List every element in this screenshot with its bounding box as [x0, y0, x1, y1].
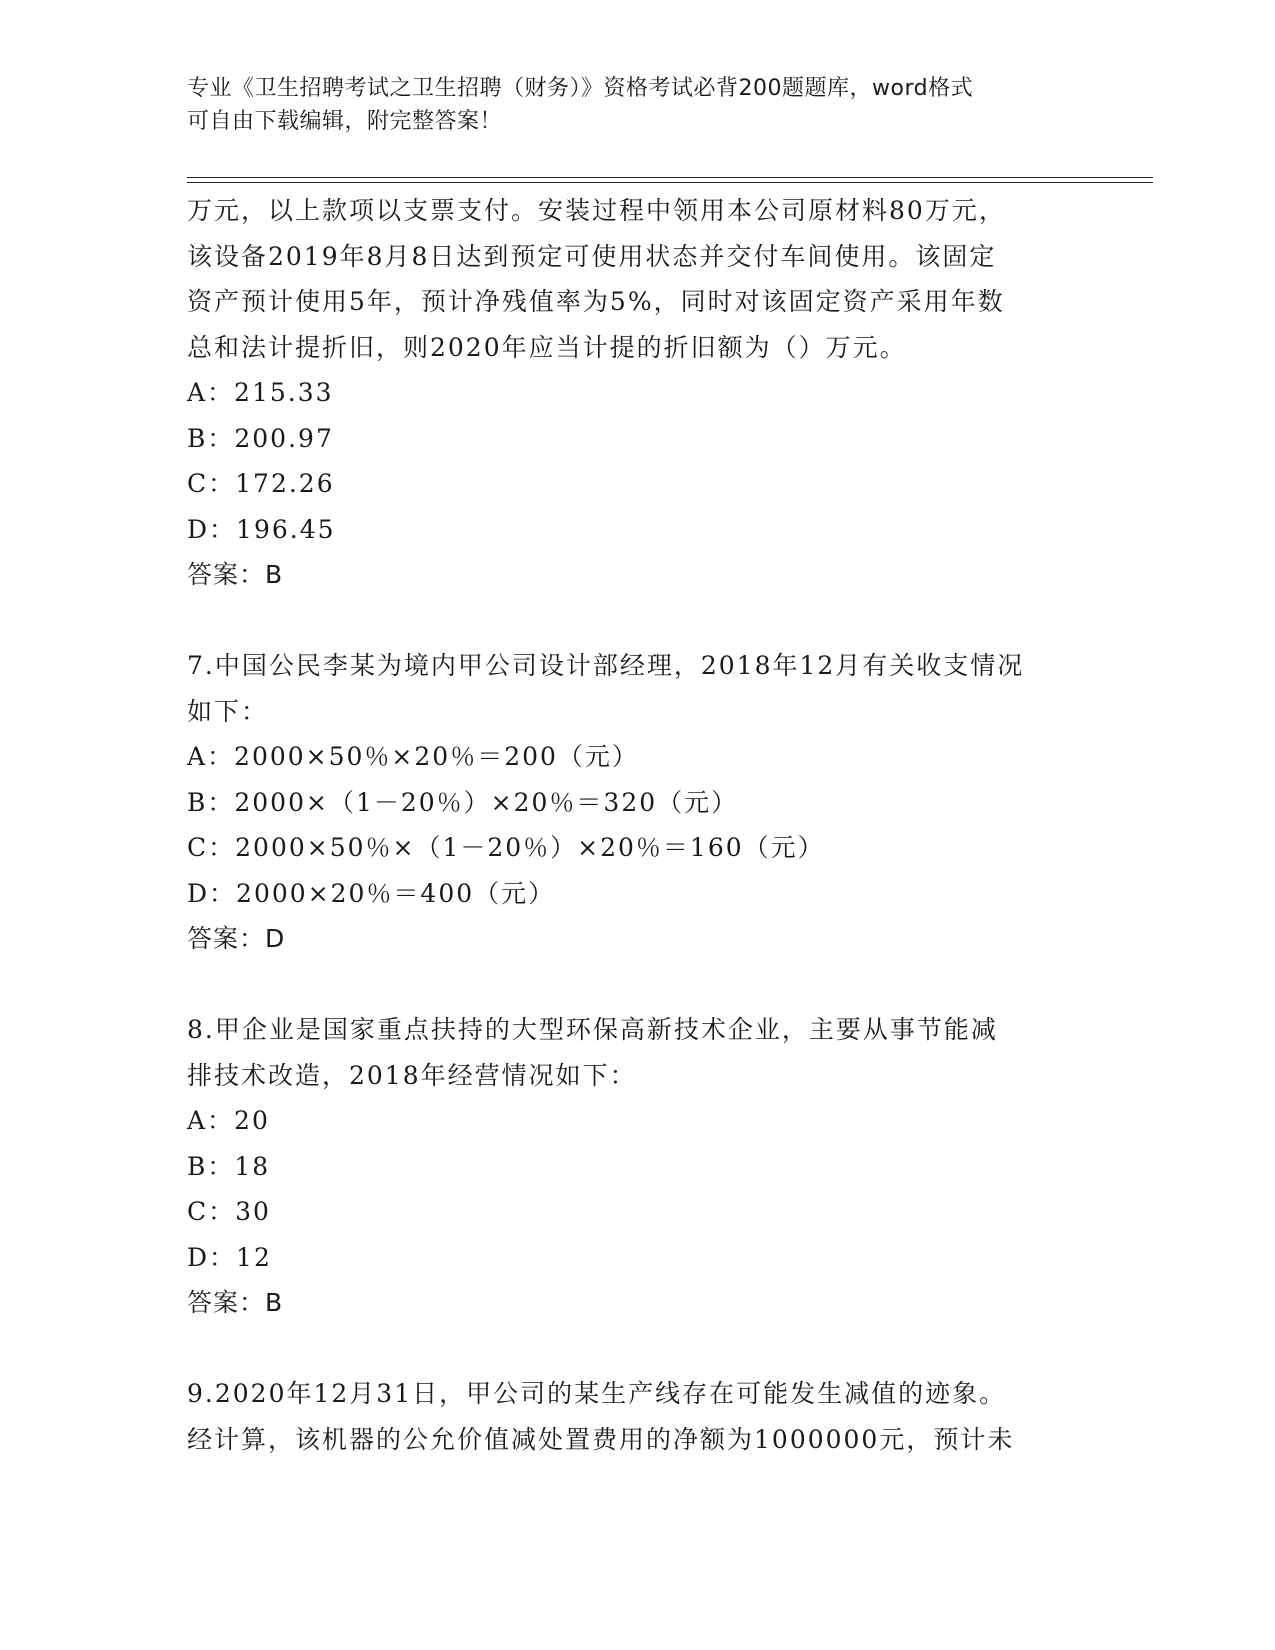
answer-line: 答案：D — [187, 924, 286, 953]
option-a: A：2000×50％×20％＝200（元） — [187, 742, 639, 771]
option-b: B：2000×（1－20％）×20％＝320（元） — [187, 787, 739, 817]
spacer — [187, 1326, 1087, 1372]
option-c: C：30 — [187, 1197, 271, 1226]
page-header — [187, 72, 1067, 138]
option-a: A：215.33 — [187, 378, 334, 407]
spacer — [187, 598, 1087, 644]
question-9 — [187, 1371, 1087, 1462]
question-text-line: 总和法计提折旧，则2020年应当计提的折旧额为（）万元。 — [187, 332, 907, 362]
option-c: C：172.26 — [187, 469, 335, 498]
option-b: B：200.97 — [187, 423, 334, 453]
answer-line: 答案：B — [187, 560, 284, 589]
question-text-line: 9.2020年12月31日，甲公司的某生产线存在可能发生减值的迹象。 — [187, 1379, 1007, 1408]
answer-line: 答案：B — [187, 1288, 284, 1317]
header-divider-bottom — [187, 182, 1153, 183]
option-d: D：196.45 — [187, 514, 336, 544]
header-line-2: 可自由下载编辑，附完整答案！ — [187, 109, 503, 134]
question-content — [187, 188, 1087, 1462]
option-b: B：18 — [187, 1151, 271, 1181]
option-a: A：20 — [187, 1106, 270, 1135]
question-text-line: 排技术改造，2018年经营情况如下： — [187, 1060, 637, 1090]
question-7 — [187, 643, 1087, 962]
question-text-line: 7.中国公民李某为境内甲公司设计部经理，2018年12月有关收支情况 — [187, 651, 1025, 680]
question-text-line: 如下： — [187, 696, 269, 726]
question-text-line: 8.甲企业是国家重点扶持的大型环保高新技术企业，主要从事节能减 — [187, 1015, 998, 1044]
spacer — [187, 962, 1087, 1008]
question-6 — [187, 188, 1087, 598]
option-d: D：12 — [187, 1242, 272, 1272]
question-text-line: 万元，以上款项以支票支付。安装过程中领用本公司原材料80万元， — [187, 196, 1006, 225]
option-c: C：2000×50％×（1－20％）×20％＝160（元） — [187, 833, 825, 862]
question-8 — [187, 1007, 1087, 1326]
option-d: D：2000×20％＝400（元） — [187, 878, 556, 908]
question-text-line: 该设备2019年8月8日达到预定可使用状态并交付车间使用。该固定 — [187, 241, 997, 271]
header-divider-top — [187, 177, 1153, 178]
question-text-line: 资产预计使用5年，预计净残值率为5%，同时对该固定资产采用年数 — [187, 287, 1005, 316]
header-line-1: 专业《卫生招聘考试之卫生招聘（财务）》资格考试必背200题题库，word格式 — [187, 76, 974, 101]
question-text-line: 经计算，该机器的公允价值减处置费用的净额为1000000元，预计未 — [187, 1424, 1015, 1454]
